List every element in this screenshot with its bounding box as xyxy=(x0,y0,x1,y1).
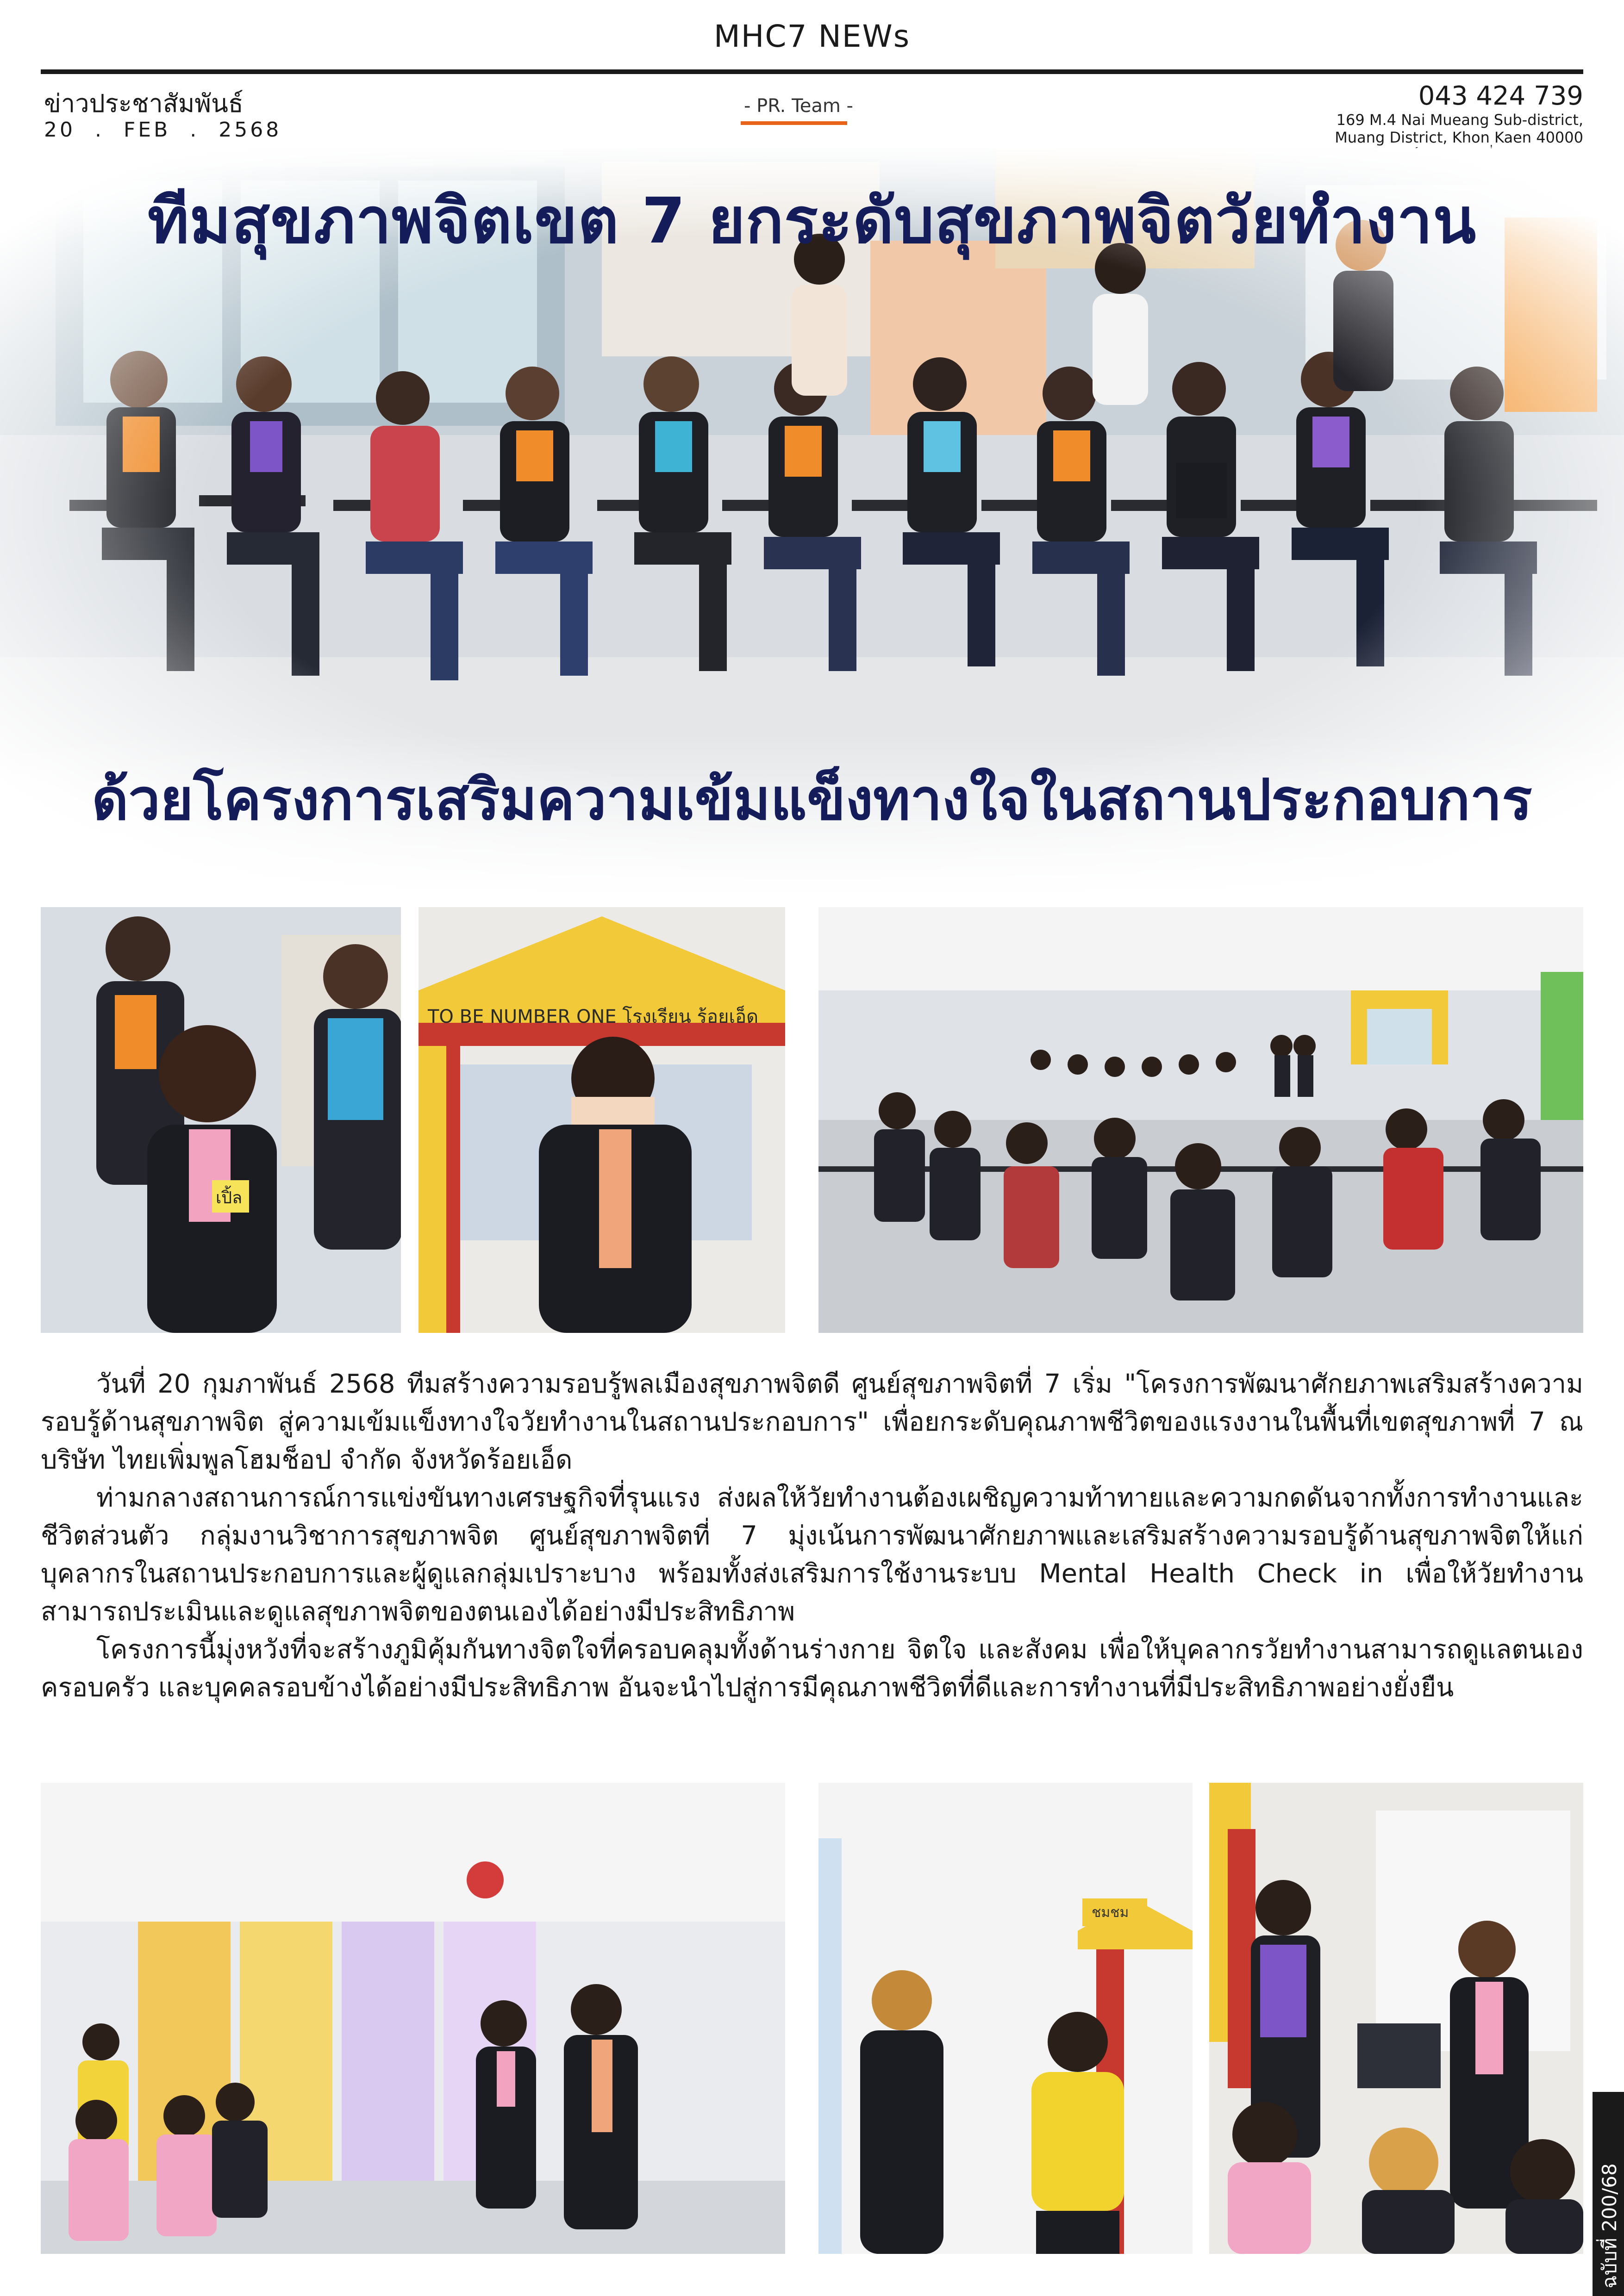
team-accent-bar xyxy=(741,121,847,125)
article-paragraph-3: โครงการนี้มุ่งหวังที่จะสร้างภูมิคุ้มกันทางจิตใจที่ครอบคลุมทั้งด้านร่างกาย จิตใจ และสังคม เพื่อให้บุคลากรวัยทำงานสามารถดูแลตนเอง ครอบครัว และบุคคลรอบข้างได้อย่างมีประสิทธิภาพ อันจะนำไปสู่การมีคุณภาพชีวิตที่ดีและการทำงานที่มีประสิทธิภาพอย่างยั่งยืน xyxy=(41,1635,1583,1703)
banner-motto: TO BE NUMBER ONE โรงเรียน ร้อยเอ็ด xyxy=(428,1006,759,1027)
photo-speaker-man xyxy=(418,907,785,1333)
photo-speaker-yellow-illustration xyxy=(818,1783,1193,2254)
hero-title: ทีมสุขภาพจิตเขต 7 ยกระดับสุขภาพจิตวัยทำงาน xyxy=(147,185,1477,258)
hero-subtitle: ด้วยโครงการเสริมความเข้มแข็งทางใจในสถานประกอบการ xyxy=(92,767,1532,833)
issue-date xyxy=(44,118,281,142)
photo-trainer-woman-illustration xyxy=(1209,1783,1583,2254)
category-label: ข่าวประชาสัมพันธ์ xyxy=(44,89,244,118)
photo-banners-speakers-illustration xyxy=(41,1783,785,2254)
masthead: MHC7 NEWs xyxy=(713,19,911,54)
article-body xyxy=(41,1365,1583,1707)
issue-number: ฉบับที่ 200/68 xyxy=(1598,2163,1621,2289)
photo-speaker-man-illustration xyxy=(418,907,785,1333)
phone-number: 043 424 739 xyxy=(1418,81,1583,111)
photo-speaker-woman-illustration xyxy=(41,907,401,1333)
date-day: 20 xyxy=(44,118,75,142)
photo-group-circle-illustration xyxy=(818,907,1583,1333)
article-paragraph-2: ท่ามกลางสถานการณ์การแข่งขันทางเศรษฐกิจที่รุนแรง ส่งผลให้วัยทำงานต้องเผชิญความท้าทายและความกดดันจากทั้งการทำงานและชีวิตส่วนตัว กลุ่มงานวิชาการสุขภาพจิต ศูนย์สุขภาพจิตที่ 7 มุ่งเน้นการพัฒนาศักยภาพและเสริมสร้างความรอบรู้ด้านสุขภาพจิตให้แก่บุคลากรในสถานประกอบการและผู้ดูแลกลุ่มเปราะบาง พร้อมทั้งส่งเสริมการใช้งานระบบ Mental Health Check in เพื่อให้วัยทำงานสามารถประเมินและดูแลสุขภาพจิตของตนเองได้อย่างมีประสิทธิภาพ xyxy=(41,1483,1583,1627)
team-label: - PR. Team - xyxy=(744,95,853,117)
photo-trainer-woman xyxy=(1209,1783,1583,2254)
sign-reception: ชมชม xyxy=(1092,1904,1129,1921)
address-line-2: Muang District, Khon Kaen 40000 xyxy=(1335,129,1583,146)
photo-group-circle xyxy=(818,907,1583,1333)
header-rule xyxy=(41,69,1583,74)
article-paragraph-1: วันที่ 20 กุมภาพันธ์ 2568 ทีมสร้างความรอบรู้พลเมืองสุขภาพจิตดี ศูนย์สุขภาพจิตที่ 7 เริ่ม "โครงการพัฒนาศักยภาพเสริมสร้างความรอบรู้ด้านสุขภาพจิต สู่ความเข้มแข็งทางใจวัยทำงานในสถานประกอบการ" เพื่อยกระดับคุณภาพชีวิตของแรงงานในพื้นที่เขตสุขภาพที่ 7 ณ บริษัท ไทยเพิ่มพูลโฮมช็อป จำกัด จังหวัดร้อยเอ็ด xyxy=(41,1369,1583,1475)
date-dot: . xyxy=(190,118,200,142)
photo-banners-speakers xyxy=(41,1783,785,2254)
name-tag-label: เปิ้ล xyxy=(216,1188,243,1207)
photo-speaker-woman xyxy=(41,907,401,1333)
address-line-1: 169 M.4 Nai Mueang Sub-district, xyxy=(1336,111,1583,129)
date-year: 2568 xyxy=(219,118,282,142)
date-month: FEB xyxy=(124,118,171,142)
date-dot: . xyxy=(95,118,104,142)
photo-speaker-yellow xyxy=(818,1783,1193,2254)
